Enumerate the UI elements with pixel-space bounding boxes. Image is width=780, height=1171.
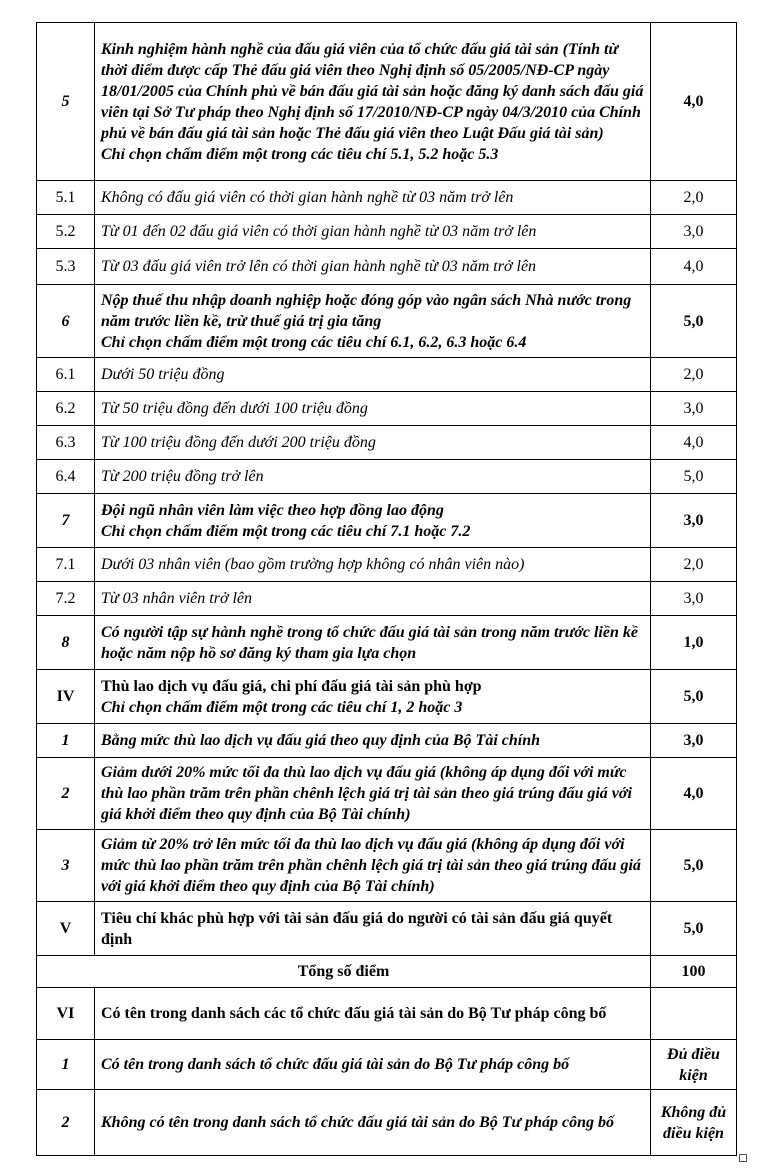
row-index: 3 (37, 830, 95, 902)
table-row (37, 23, 737, 181)
table-row (37, 902, 737, 956)
row-index: 5.3 (37, 249, 95, 285)
row-criterion (95, 494, 651, 548)
row-index: 5.2 (37, 215, 95, 249)
table-row (37, 460, 737, 494)
row-index: 1 (37, 724, 95, 758)
row-criterion: Có tên trong danh sách các tổ chức đấu giá tài sản do Bộ Tư pháp công bố (95, 988, 651, 1040)
row-index: 7 (37, 494, 95, 548)
row-criterion: Không có đấu giá viên có thời gian hành nghề từ 03 năm trở lên (95, 181, 651, 215)
row-criterion: Từ 03 nhân viên trở lên (95, 582, 651, 616)
total-score: 100 (651, 956, 737, 988)
criterion-note: Chỉ chọn chấm điểm một trong các tiêu chí 6.1, 6.2, 6.3 hoặc 6.4 (101, 333, 527, 351)
table-row (37, 724, 737, 758)
row-criterion: Từ 01 đến 02 đấu giá viên có thời gian hành nghề từ 03 năm trở lên (95, 215, 651, 249)
row-criterion (95, 23, 651, 181)
row-score: 2,0 (651, 358, 737, 392)
row-index: VI (37, 988, 95, 1040)
total-row (37, 956, 737, 988)
row-criterion: Dưới 03 nhân viên (bao gồm trường hợp không có nhân viên nào) (95, 548, 651, 582)
table-row (37, 249, 737, 285)
criterion-note: Chỉ chọn chấm điểm một trong các tiêu chí 5.1, 5.2 hoặc 5.3 (101, 145, 499, 163)
row-criterion: Có người tập sự hành nghề trong tổ chức đấu giá tài sản trong năm trước liền kề hoặc năm nộp hồ sơ đăng ký tham gia lựa chọn (95, 616, 651, 670)
table-row (37, 830, 737, 902)
row-score: 5,0 (651, 670, 737, 724)
row-score: 3,0 (651, 215, 737, 249)
table-row (37, 358, 737, 392)
row-score: 2,0 (651, 548, 737, 582)
row-score: 3,0 (651, 494, 737, 548)
row-score: 5,0 (651, 460, 737, 494)
row-index: 5 (37, 23, 95, 181)
table-row (37, 988, 737, 1040)
row-index: 7.1 (37, 548, 95, 582)
row-criterion: Từ 03 đấu giá viên trở lên có thời gian hành nghề từ 03 năm trở lên (95, 249, 651, 285)
row-score: 4,0 (651, 758, 737, 830)
row-criterion: Không có tên trong danh sách tổ chức đấu giá tài sản do Bộ Tư pháp công bố (95, 1090, 651, 1156)
criterion-text: Kinh nghiệm hành nghề của đấu giá viên của tổ chức đấu giá tài sản (Tính từ thời điểm được cấp Thẻ đấu giá viên theo Nghị định số 05/2005/NĐ-CP ngày 18/01/2005 của Chính phủ về bán đấu giá tài sản hoặc đăng ký danh sách đấu giá viên tại Sở Tư pháp theo Nghị định số 17/2010/NĐ-CP ngày 04/3/2010 của Chính phủ về bán đấu giá tài sản hoặc Thẻ đấu giá viên theo Luật Đấu giá tài sản) (101, 40, 644, 142)
row-index: 6.3 (37, 426, 95, 460)
row-index: 5.1 (37, 181, 95, 215)
row-score: 3,0 (651, 392, 737, 426)
table-row (37, 548, 737, 582)
table-row (37, 616, 737, 670)
row-criterion (95, 670, 651, 724)
row-score: 5,0 (651, 285, 737, 358)
criterion-text: Nộp thuế thu nhập doanh nghiệp hoặc đóng góp vào ngân sách Nhà nước trong năm trước liền kề, trừ thuế giá trị gia tăng (101, 291, 632, 330)
page-corner-marker (739, 1154, 747, 1162)
scoring-table (36, 22, 737, 1156)
row-criterion: Có tên trong danh sách tổ chức đấu giá tài sản do Bộ Tư pháp công bố (95, 1040, 651, 1090)
row-criterion: Dưới 50 triệu đồng (95, 358, 651, 392)
row-index: 2 (37, 1090, 95, 1156)
row-score: 4,0 (651, 426, 737, 460)
row-score: 3,0 (651, 724, 737, 758)
row-score: 5,0 (651, 902, 737, 956)
table-row (37, 494, 737, 548)
criterion-note: Chỉ chọn chấm điểm một trong các tiêu chí 1, 2 hoặc 3 (101, 698, 463, 716)
table-row (37, 392, 737, 426)
table-row (37, 1040, 737, 1090)
table-row (37, 1090, 737, 1156)
row-score: 4,0 (651, 23, 737, 181)
criterion-note: Chỉ chọn chấm điểm một trong các tiêu chí 7.1 hoặc 7.2 (101, 522, 471, 540)
row-criterion (95, 285, 651, 358)
table-row (37, 582, 737, 616)
row-index: 6.1 (37, 358, 95, 392)
row-index: 2 (37, 758, 95, 830)
row-index: 1 (37, 1040, 95, 1090)
row-index: 6 (37, 285, 95, 358)
table-row (37, 181, 737, 215)
table-row (37, 285, 737, 358)
row-score: 1,0 (651, 616, 737, 670)
row-index: IV (37, 670, 95, 724)
row-criterion: Giảm dưới 20% mức tối đa thù lao dịch vụ đấu giá (không áp dụng đối với mức thù lao phần trăm trên phần chênh lệch giá trị tài sản theo giá trúng đấu giá với giá khởi điểm theo quy định của Bộ Tài chính) (95, 758, 651, 830)
row-criterion: Giảm từ 20% trở lên mức tối đa thù lao dịch vụ đấu giá (không áp dụng đối với mức thù lao phần trăm trên phần chênh lệch giá trị tài sản theo giá trúng đấu giá với giá khởi điểm theo quy định của Bộ Tài chính) (95, 830, 651, 902)
row-score (651, 988, 737, 1040)
row-index: 6.4 (37, 460, 95, 494)
row-criterion: Bằng mức thù lao dịch vụ đấu giá theo quy định của Bộ Tài chính (95, 724, 651, 758)
row-score: 5,0 (651, 830, 737, 902)
table-row (37, 215, 737, 249)
row-score: 3,0 (651, 582, 737, 616)
row-criterion: Từ 50 triệu đồng đến dưới 100 triệu đồng (95, 392, 651, 426)
criterion-text: Đội ngũ nhân viên làm việc theo hợp đồng lao động (101, 501, 444, 519)
table-row (37, 758, 737, 830)
table-row (37, 670, 737, 724)
row-score: Không đủ điều kiện (651, 1090, 737, 1156)
row-criterion: Tiêu chí khác phù hợp với tài sản đấu giá do người có tài sản đấu giá quyết định (95, 902, 651, 956)
row-criterion: Từ 200 triệu đồng trở lên (95, 460, 651, 494)
row-score: 4,0 (651, 249, 737, 285)
row-criterion: Từ 100 triệu đồng đến dưới 200 triệu đồng (95, 426, 651, 460)
criterion-text: Thù lao dịch vụ đấu giá, chi phí đấu giá tài sản phù hợp (101, 677, 482, 695)
row-score: Đủ điều kiện (651, 1040, 737, 1090)
row-index: 7.2 (37, 582, 95, 616)
row-index: 6.2 (37, 392, 95, 426)
row-index: V (37, 902, 95, 956)
row-index: 8 (37, 616, 95, 670)
total-label: Tổng số điểm (37, 956, 651, 988)
row-score: 2,0 (651, 181, 737, 215)
table-row (37, 426, 737, 460)
